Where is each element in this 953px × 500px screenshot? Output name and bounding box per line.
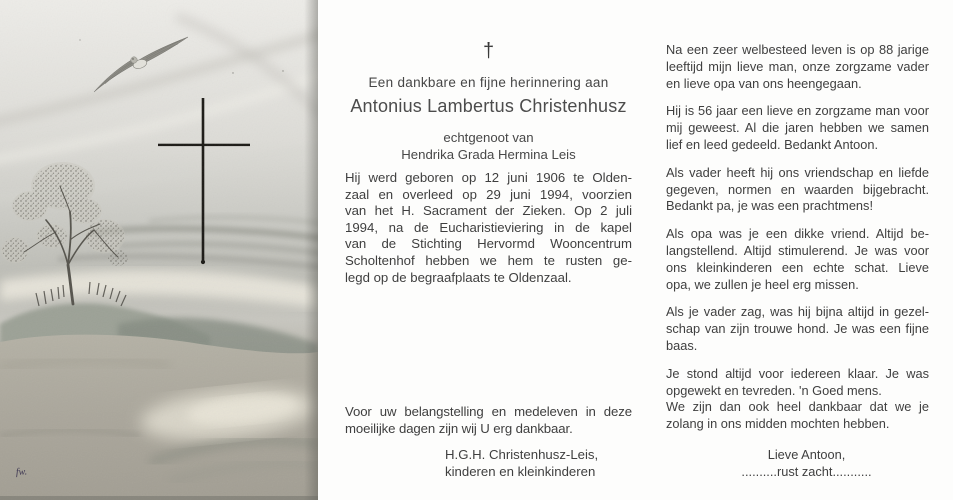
memorial-paragraph: Je stond altijd voor iedereen klaar. Je was opgewekt en tevreden. 'n Goed mens. We zijn dan ook heel dankbaar dat we je zolang in ons midden mochten hebben. <box>666 365 929 432</box>
right-edge-shadow <box>304 0 318 500</box>
center-panel <box>345 0 632 500</box>
right-panel <box>666 42 929 480</box>
deceased-name: Antonius Lambertus Christenhusz <box>350 96 627 116</box>
artist-signature: fw. <box>15 466 28 478</box>
paper-grain <box>0 0 318 500</box>
bottom-edge-shadow <box>0 496 318 500</box>
memorial-cross-symbol: † <box>482 40 495 62</box>
family-signature <box>445 446 598 480</box>
spouse-name: Hendrika Grada Hermina Leis <box>401 147 576 162</box>
closing-salutation: Lieve Antoon, <box>767 446 846 462</box>
memorial-paragraph: Hij is 56 jaar een lieve en zorgzame man voor mij geweest. Al die jaren hebben we samen lief en leed gedeeld. Bedankt Antoon. <box>666 103 929 152</box>
thanks-paragraph: Voor uw belangstelling en medeleven in deze moeilijke dagen zijn wij U erg dankbaar. <box>345 404 632 436</box>
memorial-artwork-panel <box>0 0 318 500</box>
memorial-paragraph: Als opa was je een dikke vriend. Altijd be- langstellend. Altijd stimulerend. Je was voor ons kleinkinderen een echte schat. Lieve opa, we zullen je heel erg missen. <box>666 226 929 292</box>
memorial-paragraph: Als vader heeft hij ons vriendschap en liefde gegeven, normen en waarden bijgebracht. Bedankt pa, je was een prachtmens! <box>666 164 929 214</box>
memorial-paragraph: Als je vader zag, was hij bijna altijd in gezel- schap van zijn trouwe hond. Je was een fijne baas. <box>666 304 929 353</box>
family-signature-line1: H.G.H. Christenhusz-Leis, <box>445 447 599 462</box>
remembrance-intro: Een dankbare en fijne herinnering aan <box>368 75 609 90</box>
memorial-paragraph: Na een zeer welbesteed leven is op 88 jarige leeftijd mijn lieve man, onze zorgzame vader en lieve opa van ons heengegaan. <box>666 42 929 91</box>
closing-block <box>666 446 929 480</box>
family-signature-line2: kinderen en kleinkinderen <box>445 464 596 479</box>
relation-label: echtgenoot van <box>443 130 534 145</box>
biography-paragraph: Hij werd geboren op 12 juni 1906 te Olden- zaal en overleed op 29 juni 1994, voorzien van het H. Sacrament der Zieken. Op 2 juli 1994, na de Eucharistieviering in de kapel van de Stichting Hervormd Wooncentrum Scholtenhof hebben we hem te rusten ge- legd op de begraafplaats te Oldenzaal. <box>345 170 632 285</box>
closing-phrase: ..........rust zacht........... <box>741 463 872 479</box>
